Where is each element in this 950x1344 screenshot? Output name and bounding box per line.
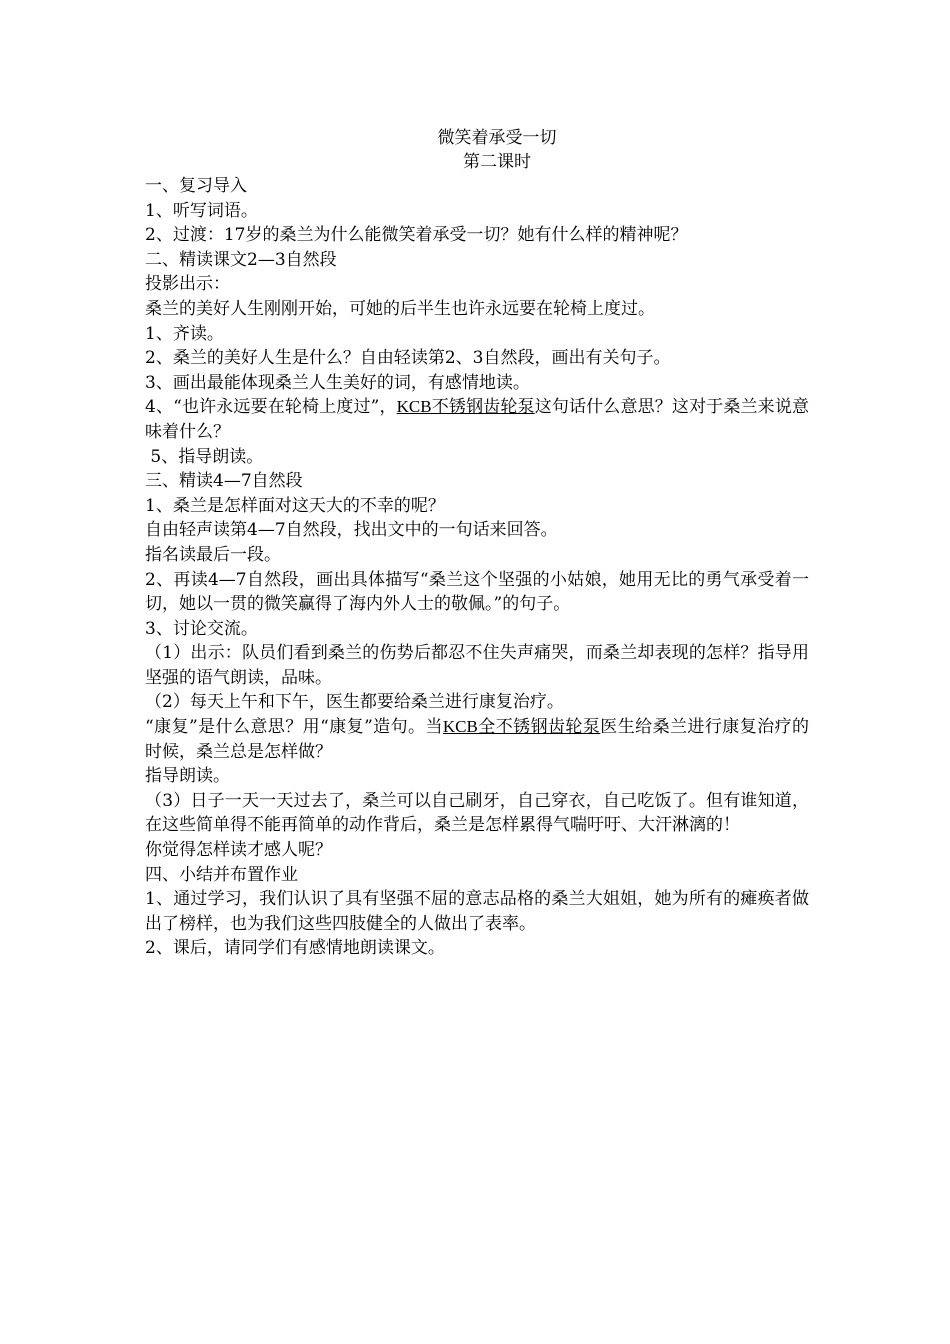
section-heading-summary: 四、小结并布置作业 [145,864,298,885]
text-line: 指名读最后一段。 [145,544,281,565]
text-line: 3、讨论交流。 [145,618,258,639]
question-4-paragraph [145,395,809,444]
text-line: 3、画出最能体现桑兰人生美好的词，有感情地读。 [145,372,530,393]
question-4-text-after: 这句话什么意思？这对于桑兰来说意味着什么？ [145,397,809,442]
kcb-pump-link[interactable]: KCB不锈钢齿轮泵 [396,397,535,417]
paragraph: （3）日子一天一天过去了，桑兰可以自己刷牙，自己穿衣，自己吃饭了。但有谁知道，在这些简单得不能再简单的动作背后，桑兰是怎样累得气喘吁吁、大汗淋漓的！ [145,790,809,836]
text-line: 1、听写词语。 [145,200,258,221]
document-title: 微笑着承受一切 [437,128,557,148]
text-line: 1、齐读。 [145,323,224,344]
text-line: 指导朗读。 [145,766,230,787]
text-line: 2、过渡：17岁的桑兰为什么能微笑着承受一切？她有什么样的精神呢？ [145,225,688,246]
text-line: （2）每天上午和下午，医生都要给桑兰进行康复治疗。 [145,692,564,713]
text-line: 1、桑兰是怎样面对这天大的不幸的呢？ [145,495,445,516]
paragraph: （1）出示：队员们看到桑兰的伤势后都忍不住失声痛哭，而桑兰却表现的怎样？指导用坚强的语气朗读，品味。 [145,643,809,688]
text-line: 2、桑兰的美好人生是什么？自由轻读第2、3自然段，画出有关句子。 [145,348,671,369]
document-page [145,126,809,961]
kangfu-paragraph [145,715,809,764]
text-line: 桑兰的美好人生刚刚开始，可她的后半生也许永远要在轮椅上度过。 [145,298,655,319]
kangfu-text-before: “康复”是什么意思？用“康复”造句。当 [145,717,443,738]
kcb-stainless-pump-link[interactable]: KCB全不锈钢齿轮泵 [442,717,601,737]
paragraph: 1、通过学习，我们认识了具有坚强不屈的意志品格的桑兰大姐姐，她为所有的瘫痪者做出了榜样，也为我们这些四肢健全的人做出了表率。 [145,889,809,934]
section-heading-read-4-7: 三、精读4—7自然段 [145,471,303,492]
text-line: 5、指导朗读。 [145,446,264,467]
text-line: 自由轻声读第4—7自然段，找出文中的一句话来回答。 [145,520,558,541]
kangfu-text-after: 医生给桑兰进行康复治疗的时候，桑兰总是怎样做？ [145,717,810,762]
document-subtitle: 第二课时 [463,152,531,172]
section-heading-read-2-3: 二、精读课文2—3自然段 [145,249,337,270]
paragraph: 2、再读4—7自然段，画出具体描写“桑兰这个坚强的小姑娘，她用无比的勇气承受着一切，她以一贯的微笑赢得了海内外人士的敬佩。”的句子。 [145,569,809,615]
section-heading-review: 一、复习导入 [145,176,247,196]
text-line: 你觉得怎样读才感人呢？ [145,840,332,861]
question-4-text-before: 4、“也许永远要在轮椅上度过”， [145,397,397,418]
text-line: 2、课后，请同学们有感情地朗读课文。 [145,938,445,959]
text-line: 投影出示： [145,274,230,295]
